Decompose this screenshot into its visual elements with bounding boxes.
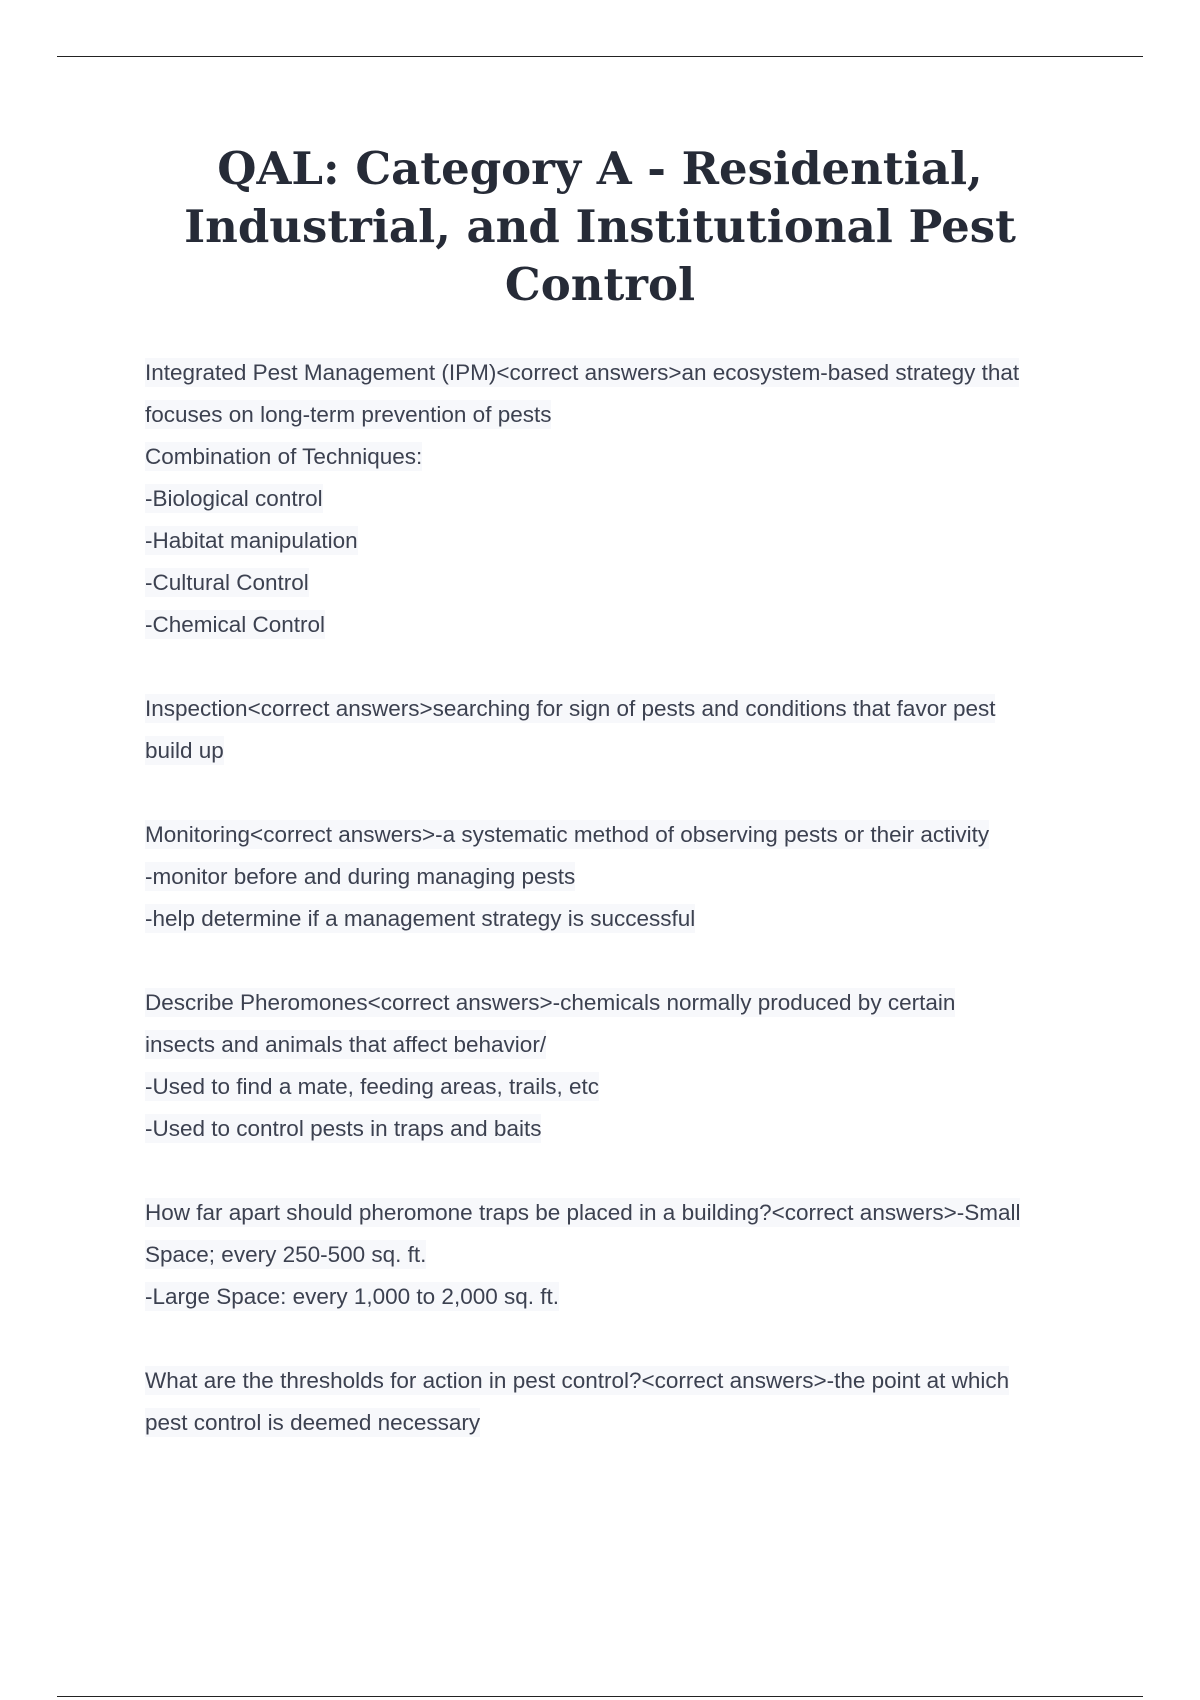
title-line: Control xyxy=(504,258,696,311)
flashcard-ipm xyxy=(145,352,1095,646)
document-title xyxy=(100,140,1100,314)
card-text-line: Monitoring<correct answers>-a systematic method of observing pests or their activity xyxy=(145,822,990,847)
card-text-line: pest control is deemed necessary xyxy=(145,1410,481,1435)
flashcard-list xyxy=(145,352,1095,1486)
card-text-line: Describe Pheromones<correct answers>-chemicals normally produced by certain xyxy=(145,990,956,1015)
card-text-line: Integrated Pest Management (IPM)<correct answers>an ecosystem-based strategy that xyxy=(145,360,1020,385)
card-text-line: -help determine if a management strategy is successful xyxy=(145,906,696,931)
card-text-line: -Habitat manipulation xyxy=(145,528,358,553)
card-text-line: -Cultural Control xyxy=(145,570,309,595)
flashcard-pheromones xyxy=(145,982,1095,1150)
card-text-line: Inspection<correct answers>searching for sign of pests and conditions that favor pest xyxy=(145,696,996,721)
card-text-line: -Chemical Control xyxy=(145,612,326,637)
card-text-line: -monitor before and during managing pests xyxy=(145,864,576,889)
card-text-line: -Biological control xyxy=(145,486,323,511)
top-rule xyxy=(57,56,1143,57)
title-line: QAL: Category A - Residential, xyxy=(217,142,983,195)
title-line: Industrial, and Institutional Pest xyxy=(184,200,1016,253)
card-text-line: -Used to control pests in traps and baits xyxy=(145,1116,542,1141)
card-text-line: -Used to find a mate, feeding areas, trails, etc xyxy=(145,1074,599,1099)
card-text-line: insects and animals that affect behavior/ xyxy=(145,1032,547,1057)
card-text-line: Space; every 250-500 sq. ft. xyxy=(145,1242,427,1267)
bottom-rule xyxy=(57,1696,1143,1697)
card-text-line: What are the thresholds for action in pest control?<correct answers>-the point at which xyxy=(145,1368,1010,1393)
flashcard-inspection xyxy=(145,688,1095,772)
card-text-line: How far apart should pheromone traps be placed in a building?<correct answers>-Small xyxy=(145,1200,1021,1225)
card-text-line: -Large Space: every 1,000 to 2,000 sq. ft. xyxy=(145,1284,560,1309)
card-text-line: focuses on long-term prevention of pests xyxy=(145,402,552,427)
flashcard-monitoring xyxy=(145,814,1095,940)
card-text-line: Combination of Techniques: xyxy=(145,444,423,469)
flashcard-trap-spacing xyxy=(145,1192,1095,1318)
card-text-line: build up xyxy=(145,738,224,763)
flashcard-thresholds xyxy=(145,1360,1095,1444)
